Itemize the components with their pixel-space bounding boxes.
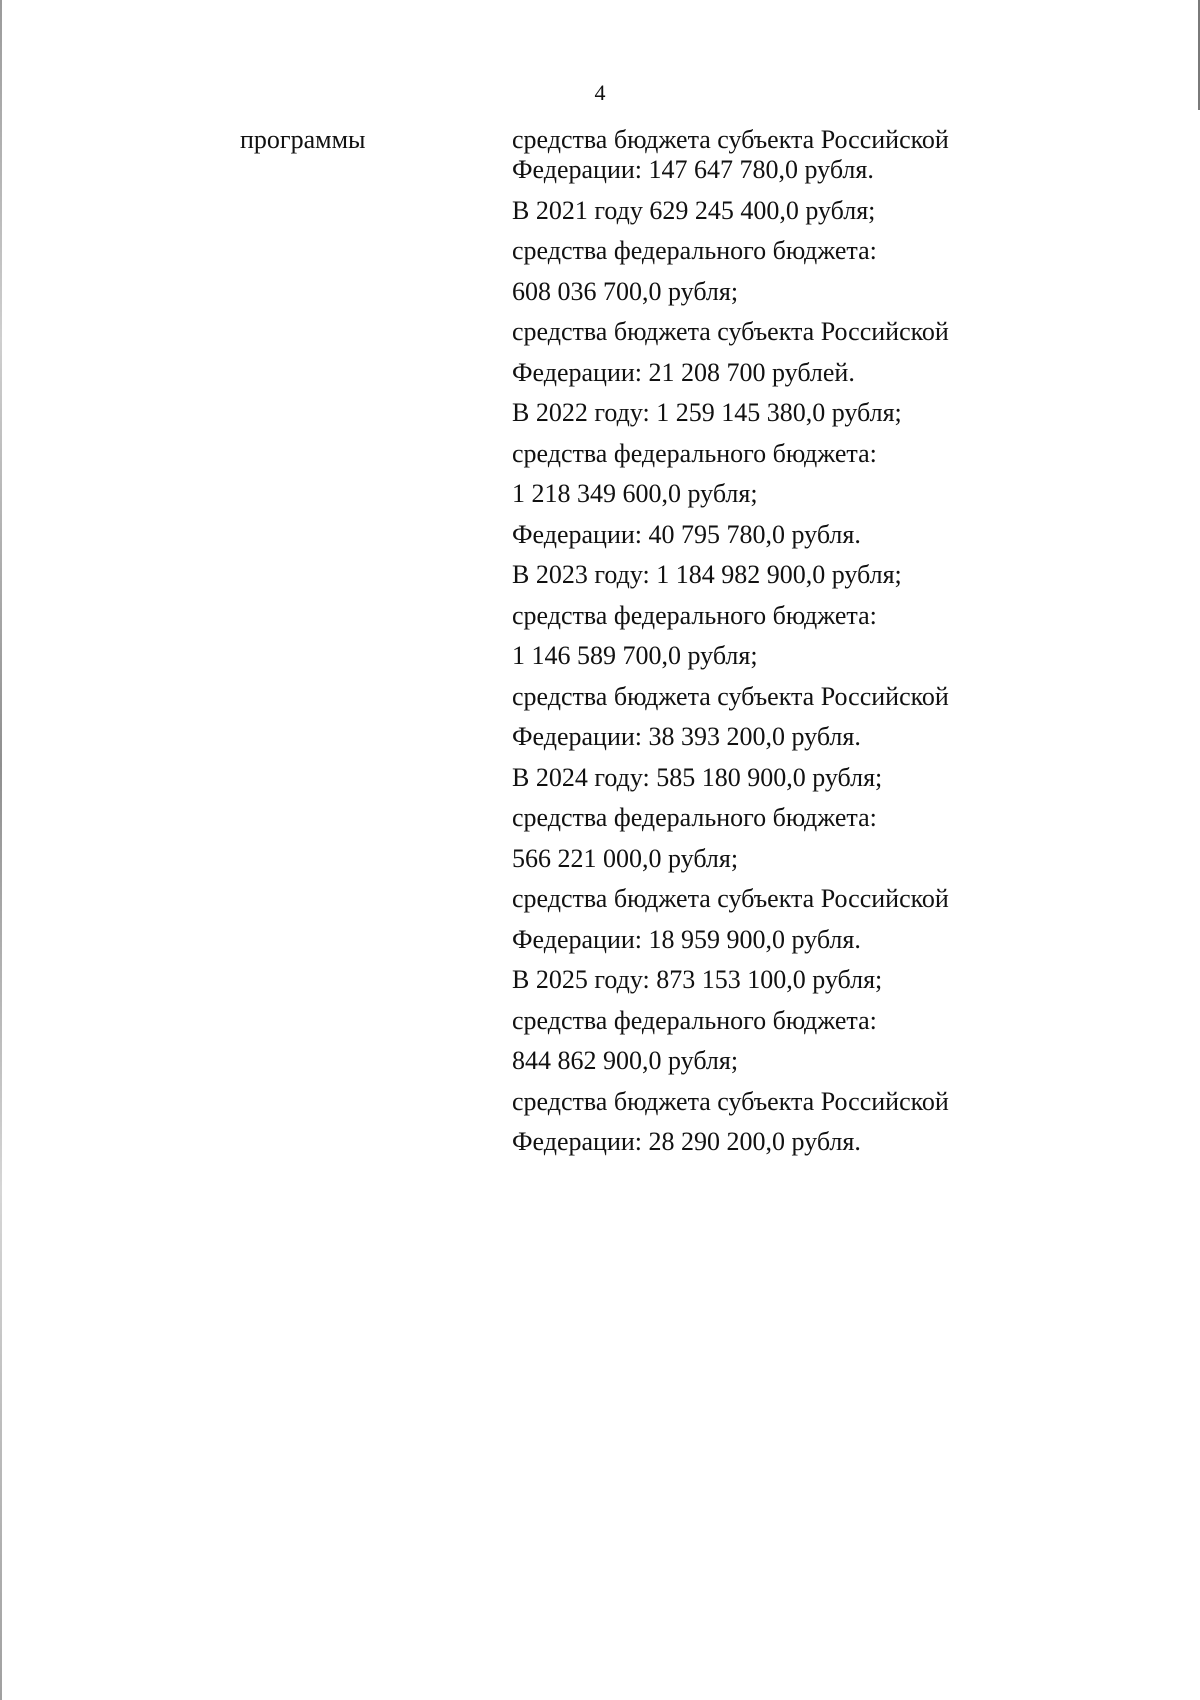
text-line: В 2024 году: 585 180 900,0 рубля; — [512, 762, 883, 792]
text-line: 566 221 000,0 рубля; — [512, 843, 739, 873]
scan-edge-left — [0, 0, 2, 1700]
text-line: средства федерального бюджета: — [512, 236, 877, 265]
text-line: средства федерального бюджета: — [512, 438, 877, 468]
text-line: средства бюджета субъекта Российской — [512, 681, 949, 711]
text-line: Федерации: 38 393 200,0 рубля. — [512, 722, 861, 751]
text-line: Федерации: 40 795 780,0 рубля. — [512, 519, 861, 549]
text-line: В 2025 году: 873 153 100,0 рубля; — [512, 965, 883, 994]
text-line: средства бюджета субъекта Российской — [512, 1086, 949, 1116]
text-line: средства бюджета субъекта Российской — [512, 884, 949, 913]
funding-text-column — [512, 125, 1072, 1168]
text-line: 608 036 700,0 рубля; — [512, 276, 739, 306]
text-line: 844 862 900,0 рубля; — [512, 1046, 739, 1075]
text-line: 1 146 589 700,0 рубля; — [512, 641, 758, 670]
text-line: 1 218 349 600,0 рубля; — [512, 479, 758, 508]
text-line: Федерации: 21 208 700 рублей. — [512, 357, 855, 387]
text-line: средства федерального бюджета: — [512, 803, 877, 832]
text-line: средства федерального бюджета: — [512, 600, 877, 630]
text-line: Федерации: 28 290 200,0 рубля. — [512, 1127, 861, 1156]
page-number: 4 — [594, 80, 606, 105]
section-label: программы — [240, 125, 366, 154]
text-line: средства бюджета субъекта Российской — [512, 125, 949, 154]
text-line: Федерации: 18 959 900,0 рубля. — [512, 924, 861, 954]
text-line: В 2021 году 629 245 400,0 рубля; — [512, 195, 876, 225]
text-line: Федерации: 147 647 780,0 рубля. — [512, 155, 874, 184]
text-line: средства федерального бюджета: — [512, 1005, 877, 1035]
text-line: В 2023 году: 1 184 982 900,0 рубля; — [512, 560, 902, 589]
text-line: В 2022 году: 1 259 145 380,0 рубля; — [512, 398, 902, 427]
text-line: средства бюджета субъекта Российской — [512, 317, 949, 346]
